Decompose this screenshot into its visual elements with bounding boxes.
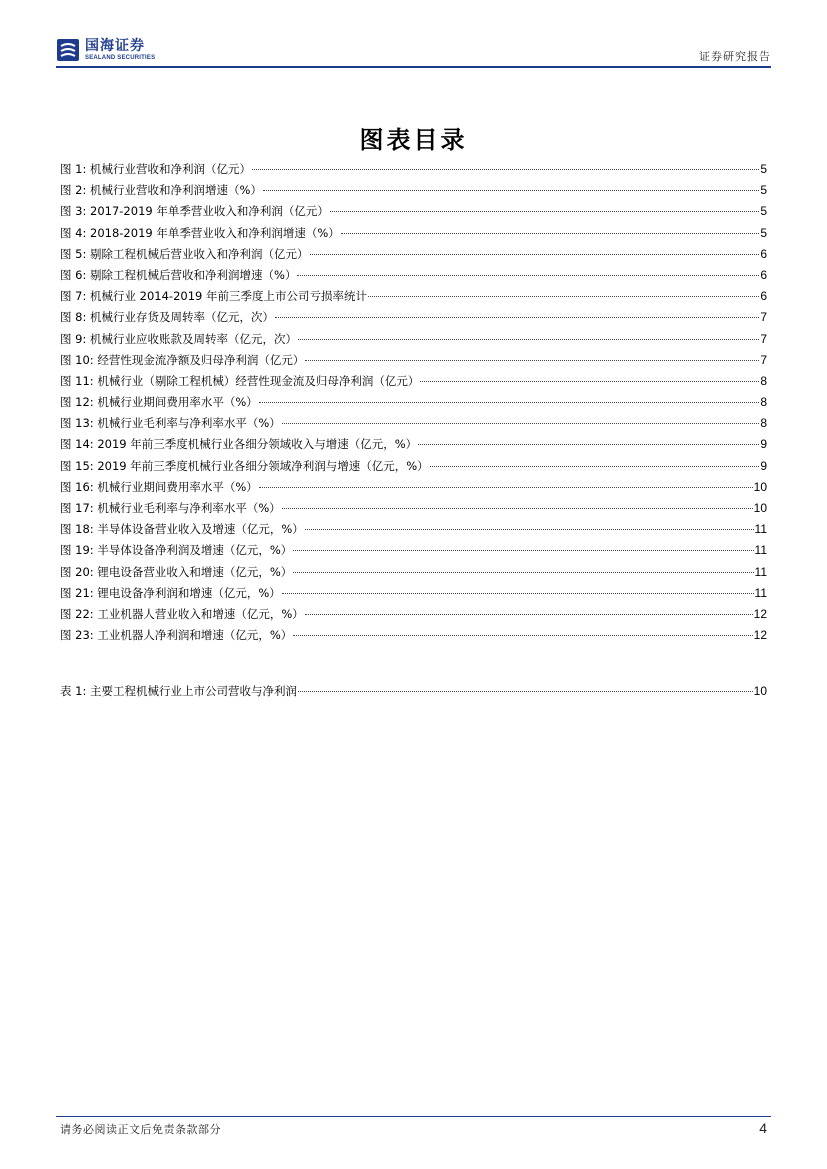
toc-entry[interactable] bbox=[60, 329, 767, 350]
dot-leader bbox=[305, 359, 759, 361]
toc-entry-page: 7 bbox=[760, 331, 767, 346]
toc-entry[interactable] bbox=[60, 180, 767, 201]
dot-leader bbox=[418, 443, 759, 445]
toc-entry-number: 图 17: bbox=[60, 501, 94, 515]
toc-entry[interactable] bbox=[60, 456, 767, 477]
company-logo bbox=[56, 36, 155, 64]
toc-entry[interactable] bbox=[60, 307, 767, 328]
toc-entry-label bbox=[60, 180, 262, 201]
toc-entry[interactable] bbox=[60, 371, 767, 392]
toc-entry-number: 图 3: bbox=[60, 204, 87, 219]
toc-entry-title: 机械行业 2014-2019 年前三季度上市公司亏损率统计 bbox=[90, 289, 368, 304]
toc-entry-number: 图 1: bbox=[60, 162, 87, 176]
toc-entry-title: 机械行业营收和净利润增速（%） bbox=[90, 183, 262, 198]
toc-entry-page: 10 bbox=[753, 501, 767, 515]
toc-entry-number: 图 23: bbox=[60, 628, 94, 643]
toc-entry[interactable] bbox=[60, 681, 767, 702]
toc-entry-title: 机械行业（剔除工程机械）经营性现金流及归母净利润（亿元） bbox=[97, 373, 420, 388]
toc-entry-label bbox=[60, 223, 340, 244]
toc-entry-page: 5 bbox=[760, 183, 767, 198]
toc-entry-number: 图 6: bbox=[60, 267, 87, 282]
toc-entry-title: 2018-2019 年单季营业收入和净利润增速（%） bbox=[90, 225, 340, 240]
toc-entry-page: 7 bbox=[760, 352, 767, 367]
toc-entry-label bbox=[60, 456, 429, 477]
toc-entry-label bbox=[60, 392, 258, 413]
dot-leader bbox=[293, 549, 753, 551]
toc-entry-page: 8 bbox=[760, 395, 767, 410]
toc-entry[interactable] bbox=[60, 413, 767, 434]
dot-leader bbox=[293, 634, 752, 636]
toc-entry-page: 12 bbox=[753, 606, 767, 621]
toc-entry-label bbox=[60, 201, 329, 222]
toc-entry-title: 机械行业营收和净利润（亿元） bbox=[90, 162, 252, 176]
toc-entry-page: 6 bbox=[760, 246, 767, 261]
toc-entry[interactable] bbox=[60, 392, 767, 413]
toc-entry-number: 图 10: bbox=[60, 352, 94, 367]
toc-entry[interactable] bbox=[60, 159, 767, 180]
toc-entry-label bbox=[60, 604, 304, 625]
toc-entry-page: 8 bbox=[760, 416, 767, 431]
toc-entry-title: 机械行业期间费用率水平（%） bbox=[97, 395, 258, 410]
table-toc-list bbox=[60, 681, 767, 702]
toc-entry-number: 图 21: bbox=[60, 585, 94, 600]
toc-entry-title: 半导体设备营业收入及增速（亿元，%） bbox=[97, 522, 304, 537]
toc-entry[interactable] bbox=[60, 477, 767, 498]
toc-entry-label bbox=[60, 413, 281, 434]
toc-entry[interactable] bbox=[60, 434, 767, 455]
toc-entry-number: 图 7: bbox=[60, 289, 87, 304]
toc-entry-page: 5 bbox=[760, 162, 767, 176]
dot-leader bbox=[275, 316, 759, 318]
toc-entry-number: 图 13: bbox=[60, 416, 94, 431]
toc-entry-title: 半导体设备净利润及增速（亿元，%） bbox=[97, 543, 293, 558]
toc-entry-page: 11 bbox=[754, 522, 767, 537]
toc-entry[interactable] bbox=[60, 540, 767, 561]
toc-entry-page: 6 bbox=[760, 267, 767, 282]
toc-entry[interactable] bbox=[60, 244, 767, 265]
figure-toc-list bbox=[60, 159, 767, 646]
toc-entry-title: 剔除工程机械后营业收入和净利润（亿元） bbox=[90, 246, 309, 261]
toc-entry-label bbox=[60, 519, 304, 540]
toc-entry-title: 工业机器人营业收入和增速（亿元，%） bbox=[97, 606, 304, 621]
toc-entry-label bbox=[60, 477, 258, 498]
dot-leader bbox=[282, 422, 760, 424]
dot-leader bbox=[298, 338, 759, 340]
toc-entry-title: 锂电设备净利润和增速（亿元，%） bbox=[97, 585, 281, 600]
toc-entry-page: 8 bbox=[760, 373, 767, 388]
dot-leader bbox=[263, 189, 759, 191]
toc-entry[interactable] bbox=[60, 562, 767, 583]
toc-entry-label bbox=[60, 498, 281, 519]
toc-entry-label bbox=[60, 307, 274, 328]
dot-leader bbox=[298, 690, 753, 692]
toc-entry-label bbox=[60, 286, 367, 307]
dot-leader bbox=[368, 295, 759, 297]
page-header bbox=[56, 36, 771, 66]
toc-entry-number: 图 15: bbox=[60, 458, 94, 473]
brand-name-en: SEALAND SECURITIES bbox=[85, 54, 156, 61]
header-divider bbox=[56, 66, 771, 68]
toc-entry-title: 机械行业毛利率与净利率水平（%） bbox=[97, 501, 281, 515]
toc-entry-page: 11 bbox=[754, 543, 767, 558]
dot-leader bbox=[305, 613, 753, 615]
toc-entry-page: 10 bbox=[753, 684, 767, 698]
page-title: 图表目录 bbox=[359, 126, 468, 154]
toc-entry-number: 图 16: bbox=[60, 479, 94, 494]
toc-entry-number: 图 20: bbox=[60, 564, 94, 579]
toc-entry-title: 主要工程机械行业上市公司营收与净利润 bbox=[90, 684, 298, 698]
dot-leader bbox=[282, 507, 753, 509]
toc-entry[interactable] bbox=[60, 350, 767, 371]
toc-entry-number: 表 1: bbox=[60, 684, 87, 698]
toc-entry-title: 机械行业存货及周转率（亿元，次） bbox=[90, 310, 275, 325]
toc-entry[interactable] bbox=[60, 265, 767, 286]
toc-entry-page: 5 bbox=[760, 225, 767, 240]
toc-entry-label bbox=[60, 159, 251, 180]
toc-entry-page: 10 bbox=[753, 479, 767, 494]
page-number: 4 bbox=[759, 1120, 767, 1136]
disclaimer-note: 请务必阅读正文后免责条款部分 bbox=[60, 1123, 221, 1136]
toc-entry-label bbox=[60, 625, 292, 646]
toc-entry-title: 2017-2019 年单季营业收入和净利润（亿元） bbox=[90, 204, 329, 219]
toc-entry[interactable] bbox=[60, 498, 767, 519]
toc-entry-title: 机械行业应收账款及周转率（亿元，次） bbox=[90, 331, 298, 346]
toc-entry-title: 机械行业毛利率与净利率水平（%） bbox=[97, 416, 281, 431]
toc-entry[interactable] bbox=[60, 519, 767, 540]
toc-entry-label bbox=[60, 329, 297, 350]
toc-entry-number: 图 5: bbox=[60, 246, 87, 261]
toc-entry-page: 7 bbox=[760, 310, 767, 325]
toc-entry-page: 12 bbox=[753, 628, 767, 643]
toc-entry-title: 剔除工程机械后营收和净利润增速（%） bbox=[90, 267, 297, 282]
toc-entry-title: 工业机器人净利润和增速（亿元，%） bbox=[97, 628, 293, 643]
dot-leader bbox=[310, 253, 760, 255]
toc-entry-title: 锂电设备营业收入和增速（亿元，%） bbox=[97, 564, 293, 579]
dot-leader bbox=[305, 528, 754, 530]
dot-leader bbox=[259, 486, 753, 488]
toc-entry-number: 图 14: bbox=[60, 437, 94, 452]
toc-entry[interactable] bbox=[60, 223, 767, 244]
toc-entry-label bbox=[60, 681, 297, 702]
dot-leader bbox=[341, 232, 760, 234]
toc-entry-number: 图 22: bbox=[60, 606, 94, 621]
dot-leader bbox=[293, 571, 753, 573]
toc-entry-number: 图 11: bbox=[60, 373, 94, 388]
toc-entry-label bbox=[60, 583, 281, 604]
toc-entry-label bbox=[60, 434, 417, 455]
toc-entry-page: 9 bbox=[760, 458, 767, 473]
toc-entry[interactable] bbox=[60, 201, 767, 222]
dot-leader bbox=[430, 465, 760, 467]
toc-entry-title: 2019 年前三季度机械行业各细分领域收入与增速（亿元，%） bbox=[97, 437, 418, 452]
sealand-logo-icon bbox=[56, 38, 80, 62]
toc-entry-title: 2019 年前三季度机械行业各细分领域净利润与增速（亿元，%） bbox=[97, 458, 429, 473]
toc-entry-page: 5 bbox=[760, 204, 767, 219]
toc-entry-number: 图 12: bbox=[60, 395, 94, 410]
toc-entry[interactable] bbox=[60, 604, 767, 625]
toc-entry-page: 11 bbox=[754, 585, 767, 600]
dot-leader bbox=[330, 210, 759, 212]
footer-divider bbox=[56, 1116, 771, 1117]
toc-entry-label bbox=[60, 371, 419, 392]
toc-entry-number: 图 19: bbox=[60, 543, 94, 558]
toc-entry-label bbox=[60, 265, 296, 286]
toc-entry[interactable] bbox=[60, 625, 767, 646]
toc-entry-page: 6 bbox=[760, 289, 767, 304]
dot-leader bbox=[282, 592, 754, 594]
toc-entry-number: 图 9: bbox=[60, 331, 87, 346]
brand-name-cn: 国海证券 bbox=[85, 37, 145, 54]
toc-entry-label bbox=[60, 350, 304, 371]
toc-entry-title: 机械行业期间费用率水平（%） bbox=[97, 479, 258, 494]
toc-entry[interactable] bbox=[60, 583, 767, 604]
dot-leader bbox=[420, 380, 759, 382]
toc-entry-number: 图 2: bbox=[60, 183, 87, 198]
dot-leader bbox=[259, 401, 760, 403]
toc-entry-label bbox=[60, 540, 292, 561]
toc-entry-number: 图 4: bbox=[60, 225, 87, 240]
toc-entry[interactable] bbox=[60, 286, 767, 307]
dot-leader bbox=[252, 168, 759, 170]
report-type: 证券研究报告 bbox=[699, 50, 771, 63]
toc-entry-number: 图 18: bbox=[60, 522, 94, 537]
toc-entry-number: 图 8: bbox=[60, 310, 87, 325]
dot-leader bbox=[297, 274, 759, 276]
toc-entry-label bbox=[60, 244, 309, 265]
toc-entry-page: 11 bbox=[754, 564, 767, 579]
toc-entry-label bbox=[60, 562, 292, 583]
toc-entry-title: 经营性现金流净额及归母净利润（亿元） bbox=[97, 352, 305, 367]
toc-entry-page: 9 bbox=[760, 437, 767, 452]
